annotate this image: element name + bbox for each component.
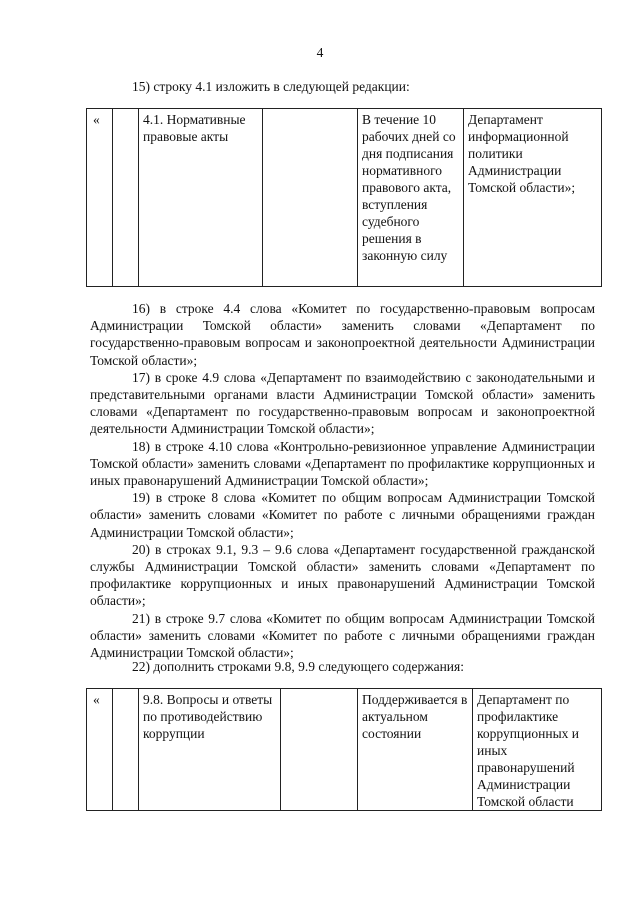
intro-line-15: 15) строку 4.1 изложить в следующей редакции: xyxy=(132,79,410,94)
intro-line-22: 22) дополнить строками 9.8, 9.9 следующего содержания: xyxy=(132,659,464,674)
paragraph-19: 19) в строке 8 слова «Комитет по общим вопросам Администрации Томской области» заменить словами «Комитет по работе с личными обращениями граждан Администрации Томской области»; xyxy=(90,490,595,540)
paragraph-18: 18) в строке 4.10 слова «Контрольно-ревизионное управление Администрации Томской области» заменить словами «Департамент по профилактике коррупционных и иных правонарушений Администрации Томской области»; xyxy=(90,438,595,489)
table2-col6: Департамент по профилактике коррупционных и иных правонарушений Администрации Томской области xyxy=(473,689,602,811)
paragraph-20: 20) в строках 9.1, 9.3 – 9.6 слова «Департамент государственной гражданской службы Администрации Томской области» заменить словами «Департамент по профилактике коррупционных и иных правонарушений Администрации Томской области»; xyxy=(90,541,595,609)
table-row-9-8 xyxy=(86,688,602,811)
table2-col3: 9.8. Вопросы и ответы по противодействию коррупции xyxy=(139,689,281,811)
table1-col4 xyxy=(263,109,358,287)
table-row-4-1 xyxy=(86,108,602,287)
table1-col3: 4.1. Нормативные правовые акты xyxy=(139,109,263,287)
table2-col5: Поддерживается в актуальном состоянии xyxy=(358,689,473,811)
paragraph-16: 16) в строке 4.4 слова «Комитет по государственно-правовым вопросам Администрации Томской области» заменить словами «Департамент по государственно-правовым вопросам и законопроектной деятельности Администрации Томской области»; xyxy=(90,301,595,368)
table1-col5: В течение 10 рабочих дней со дня подписания нормативного правового акта, вступления судебного решения в законную силу xyxy=(358,109,464,287)
page-number: 4 xyxy=(316,45,324,60)
table1-col2 xyxy=(113,109,139,287)
paragraph-17: 17) в сроке 4.9 слова «Департамент по взаимодействию с законодательными и представительными органами власти Администрации Томской области» заменить словами «Департамент по государственно-правовым вопросам и законопроектной деятельности Администрации Томской области»; xyxy=(90,369,595,437)
paragraph-21: 21) в строке 9.7 слова «Комитет по общим вопросам Администрации Томской области» заменить словами «Комитет по работе с личными обращениями граждан Администрации Томской области»; xyxy=(90,610,595,661)
table1-col6: Департамент информационной политики Администрации Томской области»; xyxy=(464,109,602,287)
table2-col4 xyxy=(281,689,358,811)
table1-col1: « xyxy=(87,109,113,287)
amendment-list xyxy=(90,300,595,661)
table2-col1: « xyxy=(87,689,113,811)
table2-col2 xyxy=(113,689,139,811)
